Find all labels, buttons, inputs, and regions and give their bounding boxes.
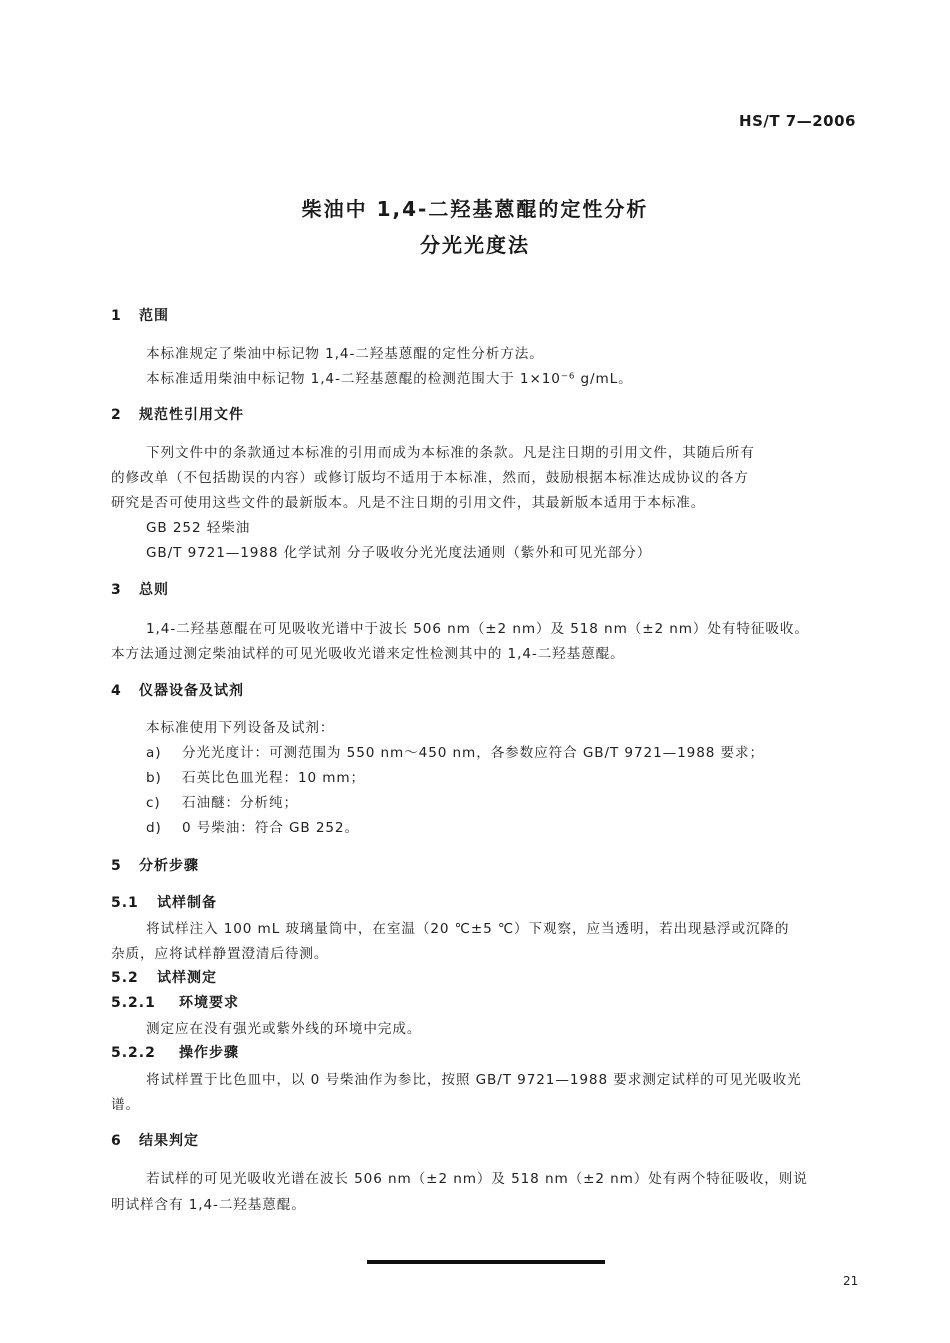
section-4-heading — [111, 680, 244, 700]
section-title: 结果判定 — [139, 1133, 199, 1149]
document-subtitle: 分光光度法 — [420, 233, 530, 257]
list-text: 0 号柴油：符合 GB 252。 — [182, 820, 359, 836]
section-number: 5.2.1 — [111, 995, 156, 1011]
section-title: 试样测定 — [157, 970, 217, 986]
section-title: 范围 — [139, 308, 169, 324]
section-number: 5 — [111, 858, 122, 874]
page-number: 21 — [843, 1274, 859, 1288]
paragraph-line: 研究是否可使用这些文件的最新版本。凡是不注日期的引用文件，其最新版本适用于本标准。 — [111, 495, 706, 511]
section-2-heading — [111, 404, 244, 424]
list-text: 石油醚：分析纯； — [182, 795, 298, 811]
section-title: 仪器设备及试剂 — [139, 683, 244, 699]
paragraph-line: 若试样的可见光吸收光谱在波长 506 nm（±2 nm）及 518 nm（±2 nm）处有两个特征吸收，则说 — [146, 1171, 808, 1187]
subsection-5-1-heading — [111, 892, 217, 912]
reference-item: GB/T 9721—1988 化学试剂 分子吸收分光光度法通则（紫外和可见光部分） — [146, 545, 652, 561]
section-1-heading — [111, 305, 169, 325]
section-number: 5.2 — [111, 970, 139, 986]
paragraph-line: 谱。 — [111, 1097, 140, 1113]
section-number: 2 — [111, 407, 122, 423]
list-item — [146, 741, 764, 761]
paragraph-line: 本方法通过测定柴油试样的可见光吸收光谱来定性检测其中的 1,4-二羟基蒽醌。 — [111, 646, 625, 662]
paragraph-line: 的修改单（不包括勘误的内容）或修订版均不适用于本标准，然而，鼓励根据本标准达成协议的各方 — [111, 470, 749, 486]
paragraph-line: 下列文件中的条款通过本标准的引用而成为本标准的条款。凡是注日期的引用文件，其随后所有 — [146, 445, 755, 461]
list-text: 分光光度计：可测范围为 550 nm～450 nm，各参数应符合 GB/T 9721—1988 要求； — [182, 745, 765, 761]
end-rule — [367, 1260, 605, 1264]
section-number: 6 — [111, 1133, 122, 1149]
list-item — [146, 766, 365, 786]
section-title: 分析步骤 — [139, 858, 199, 874]
paragraph: 本标准规定了柴油中标记物 1,4-二羟基蒽醌的定性分析方法。 — [146, 346, 544, 362]
reference-item: GB 252 轻柴油 — [146, 520, 251, 536]
section-number: 3 — [111, 582, 122, 598]
section-title: 规范性引用文件 — [139, 407, 244, 423]
section-title: 环境要求 — [179, 995, 239, 1011]
list-item — [146, 816, 359, 836]
list-marker: d) — [146, 820, 162, 836]
paragraph-line: 明试样含有 1,4-二羟基蒽醌。 — [111, 1197, 306, 1213]
list-marker: b) — [146, 770, 162, 786]
section-number: 5.1 — [111, 895, 139, 911]
list-marker: c) — [146, 795, 161, 811]
standard-code: HS/T 7—2006 — [739, 112, 856, 130]
section-title: 总则 — [139, 582, 169, 598]
paragraph-line: 杂质，应将试样静置澄清后待测。 — [111, 946, 329, 962]
subsection-5-2-1-heading — [111, 992, 239, 1012]
section-3-heading — [111, 579, 169, 599]
section-number: 4 — [111, 683, 122, 699]
section-6-heading — [111, 1130, 199, 1150]
paragraph-line: 将试样置于比色皿中，以 0 号柴油作为参比，按照 GB/T 9721—1988 要求测定试样的可见光吸收光 — [146, 1072, 802, 1088]
paragraph-line: 将试样注入 100 mL 玻璃量筒中，在室温（20 ℃±5 ℃）下观察，应当透明，若出现悬浮或沉降的 — [146, 921, 790, 937]
section-number: 1 — [111, 308, 122, 324]
paragraph-line: 测定应在没有强光或紫外线的环境中完成。 — [146, 1021, 422, 1037]
subsection-5-2-2-heading — [111, 1042, 239, 1062]
section-number: 5.2.2 — [111, 1045, 156, 1061]
section-5-heading — [111, 855, 199, 875]
list-item — [146, 791, 298, 811]
section-title: 操作步骤 — [179, 1045, 239, 1061]
paragraph: 本标准适用柴油中标记物 1,4-二羟基蒽醌的检测范围大于 1×10⁻⁶ g/mL。 — [146, 371, 633, 387]
subsection-5-2-heading — [111, 967, 217, 987]
paragraph: 本标准使用下列设备及试剂： — [146, 720, 335, 736]
paragraph-line: 1,4-二羟基蒽醌在可见吸收光谱中于波长 506 nm（±2 nm）及 518 nm（±2 nm）处有特征吸收。 — [146, 621, 809, 637]
section-title: 试样制备 — [157, 895, 217, 911]
document-title: 柴油中 1,4-二羟基蒽醌的定性分析 — [301, 197, 649, 221]
list-marker: a) — [146, 745, 162, 761]
list-text: 石英比色皿光程：10 mm； — [182, 770, 366, 786]
